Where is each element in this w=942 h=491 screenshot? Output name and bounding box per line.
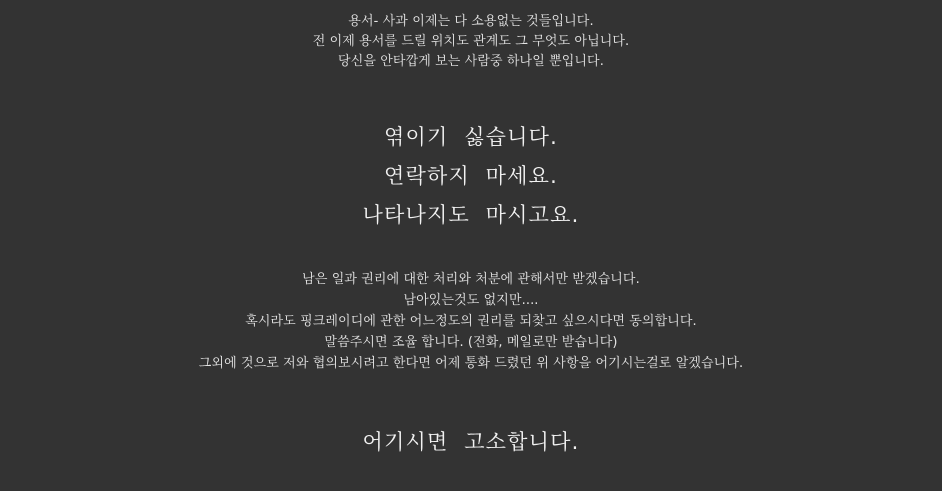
intro-line-2: 전 이제 용서를 드릴 위치도 관계도 그 무엇도 아닙니다. xyxy=(312,34,630,50)
spacer-after-intro xyxy=(0,72,942,118)
intro-line-3: 당신을 안타깝게 보는 사람중 하나일 뿐입니다. xyxy=(338,54,604,70)
spacer-after-demands xyxy=(0,235,942,269)
demand-line-3: 나타나지도 마시고요. xyxy=(362,203,580,228)
terms-line-4: 말씀주시면 조율 합니다. (전화, 메일로만 받습니다) xyxy=(324,335,618,351)
terms-line-5: 그외에 것으로 저와 협의보시려고 한다면 어제 통화 드렸던 위 사항을 어기시는걸로 알겠습니다. xyxy=(198,356,744,372)
warning-line-1: 어기시면 고소합니다. xyxy=(362,430,580,455)
demand-paragraph xyxy=(0,118,942,235)
warning-paragraph xyxy=(0,426,942,459)
demand-line-2: 연락하지 마세요. xyxy=(383,164,559,189)
terms-paragraph xyxy=(0,269,942,374)
spacer-after-terms xyxy=(0,374,942,426)
demand-line-1: 엮이기 싫습니다. xyxy=(383,125,559,150)
intro-paragraph xyxy=(0,12,942,72)
terms-line-2: 남아있는것도 없지만.... xyxy=(403,293,539,308)
terms-line-3: 혹시라도 핑크레이디에 관한 어느정도의 권리를 되찾고 싶으시다면 동의합니다. xyxy=(245,314,697,330)
intro-line-1: 용서- 사과 이제는 다 소용없는 것들입니다. xyxy=(348,14,594,29)
terms-line-1: 남은 일과 권리에 대한 처리와 처분에 관해서만 받겠습니다. xyxy=(302,271,640,287)
